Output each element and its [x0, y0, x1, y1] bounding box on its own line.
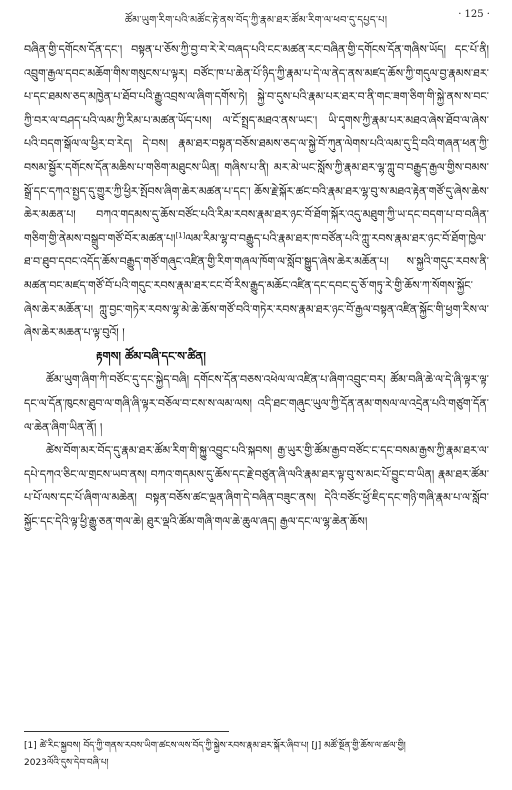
running-head: ཚོམ་ཡུག་རིག་པའི་མཚོང་རྟེ་ནས་བོད་ཀྱི་རྣམ་ཐར་ཚོམ་རིག་ལ་ཕབ་དུ་དཔྱད་པ།	[124, 15, 388, 26]
paragraph-1-continuation: ལམ་རིམ་ལྷ་བ་བརྒྱུད་པའི་རྣམ་ཐར་ཁ་བཙོན་པའི་ཀླུ་རབས་རྣམ་ཐར་ཉང་བོ་ཐོག་ཁྱེལ་ཐ་བ་ཐུབ་དབང་འདོད་ཆོས་བརྒྱུད་གཙོ་གཞུང་འཛིན་གྱི་རིག་གཞལ་ཁོག་ལ་སློབ་སྒྱུད་ཞེས་ཆེར་མཆོན་པ། ས་སྐྱའི་གདུང་རབས་ནི་མཚན་བང་མཛད་གཙོ་བོ་པའི་གདུང་རབས་རྣམ་ཐར་ངང་བོ་རིས་རྒྱུད་མཆོང་འཛིན་དང་དབང་དུ་ཅོ་གཏུ་རེ་གྱི་ཆོས་ཀ་སོགས་སྐྱོང་ཞེས་ཆེར་མཆོན་པ། ཀླུ་བྱང་གཏེར་རབས་ལྷ་མེ་ཆེ་ཆོས་གཙོ་བའི་གཏེར་རབས་རྣམ་ཐར་ཉང་བོ་རྒྱལ་བསྟན་འཛིན་སྐྱོང་གི་ཕྱག་རིས་ལ་ཞེས་ཆེར་མཆན་པ་ལྟ་བུའོ། །	[24, 231, 489, 340]
footnote-text: [1] ཚེ་རིང་སྐྱབས། བོད་ཀྱི་གནས་རབས་ཡིག་ཚངས་ལས་བོད་ཀྱི་སྐྱེས་རབས་རྣམ་ཐར་སྐོར་ཞིབ་པ། [J] མཚོ་སྔོན་གྱི་ཆོས་ལ་ཚལ་གྱི།	[24, 741, 406, 751]
footnote	[24, 738, 489, 772]
paragraph-2: ཚོམ་ཡུག་ཞིག་ཀི་བཙོང་དུ་དང་སྐྱེད་བཞི། དགོངས་དོན་བཅས་འཕེལ་ལ་འཛིན་པ་ཞིག་འབྲུང་བར། ཚོམ་བཞི་ཆེ་ལ་དེ་ཞི་ལྟར་ལྟ་དང་ལ་དོན་ཁུངས་ཐུབ་ལ་གཞི་ཞི་ལྟར་བཅོལ་བ་ངས་ས་ལམ་ལས། འདི་ཐང་གཞུང་ཡུལ་ཀྱི་དོན་ནམ་གསལ་ལ་འདྲེན་པའི་གཙུག་དོན་ལ་ཆེན་ཞིག་ཡིན་ནོ། །	[24, 373, 489, 434]
body-text	[24, 38, 489, 533]
paragraph-1-text: བཞིན་གྱི་དགོངས་དོན་དང་། བསྟན་པ་ཅོས་ཀྱི་བྱ་བ་རེ་རེ་བཞད་པའི་ངང་མཚན་རང་བཞིན་གྱི་དགོངས་དོན་གཞིས་ཡོད། དང་པོ་ནི། འབྲུག་རྒྱལ་དབང་མཆོག་གིས་གསུངས་པ་ལྟར། བཙོང་ཁ་པ་ཆེན་པོ་ཉིད་ཀྱི་རྣམ་པ་དེ་ལ་ནེད་ནས་མཛད་ཆོས་ཀྱི་གདུལ་བྱ་རྣམས་ཐར་པ་དང་ཐམས་ཅད་མཁྱེན་པ་ཐོབ་པའི་རྒྱུ་འབྲས་ལ་ཞིག་དགོས་ཏེ། སྐྱེ་བ་དུས་པའི་རྣམ་པར་ཐར་བ་ནི་གང་ཟག་ཅིག་གི་སྐྱེ་ནས་ས་བང་ཀྱི་བར་ལ་བཤད་པའི་ལམ་ཀྱི་རིམ་པ་མཚན་ཡོད་པས། ལ་ངོ་སྤྲད་མཐའ་ནས་ཡང་། ཡི་དྭགས་ཀྱི་རྣམ་པར་མཐའ་ཞེས་ཐོབ་ལ་ཞེས་པའི་བདག་སྒོལ་ལ་ཕྱིར་བ་རེད། དེ་བས། རྣམ་ཐར་བསྟན་བཅོས་ཐམས་ཅད་ལ་སྐྱེ་བོ་ཀུན་ལེགས་པའི་ལམ་དུ་དྲི་བའི་གཞན་ཕན་ཀྱི་བསམ་སྦྱོར་དགོངས་དོན་མཆིས་པ་གཅིག་མཐུངས་ཡིན། གཞིས་པ་ནི། མར་མེ་ཡང་སློས་ཀྱི་རྣམ་ཐར་ལྷ་ཀླུ་བ་བརྒྱུད་རྒྱལ་གྱིས་བམས་སྒྲོ་དང་དཀའ་སྤྱད་དུ་གྱུར་ཀྱི་ཕྱིར་སྤོབས་ཞིག་ཆེར་མཚན་པ་དང་། ཆོས་རྗེ་སྐོར་ཚང་བའི་རྣམ་ཐར་ལྷ་བུ་ས་མཐའ་རྟེན་གཙོ་དུ་ཞེས་ཆེས་ཆེར་མཆན་པ། བཀའ་གདམས་དུ་ཆོས་བཙོང་པའི་རིམ་རབས་རྣམ་ཐར་ཉང་བོ་ཐོག་སྐོར་འདུ་མཐུག་ཀྱི་ཡ་དང་བདག་པ་བ་བཞིན་གཅིག་གྱི་ནེམས་བསྒྲུབ་གཙོ་བོར་མཚན་པ།	[24, 43, 489, 245]
paragraph-3: ཚེས་བོག་མར་བོད་དུ་རྣམ་ཐར་ཚོམ་རིག་གི་སྐྱུ་འབྱུང་པའི་སྐབས། རྒྱ་ཡུར་གྱི་ཚོམ་རྒྱབ་བཙོང་ང་དང་བསམ་རྒྱས་ཀྱི་རྣམ་ཐར་ལ་དཔེ་དཀའ་ཅིང་ལ་གྲངས་ཡབ་ནས། བཀའ་གདམས་དུ་ཆོས་དང་རྗེ་བཙུན་ཞི་ལའི་རྣམ་ཐར་ལྟ་བུ་ས་མང་པོ་བྱུང་བ་ཡིན། རྣམ་ཐར་ཚོམ་པ་པོ་ལས་དང་པོ་ཞིག་ལ་མཆེན། བསྟན་བཅོས་ཚང་ལྡན་ཞིག་དེ་བཞིན་བཟུང་ནས། དེའི་བཙོང་ཕྱོ་ཇིད་དང་གཉི་གཞི་རྣམ་པ་ལ་སློབ་སྐྱོང་དང་དེའི་ལྟ་ཕྱི་རྒྱུ་ཅན་གལ་ཆེ། ཐུར་ལྡའི་ཚོམ་གཞི་གལ་ཆེ་ཆུལ་ཞད། རྒྱལ་དང་ལ་ལྷ་ཆེན་ཆོས།	[24, 444, 489, 528]
footnote-year-line: 2023ལོའི་དུས་དེབ་བཞི་པ།	[24, 758, 109, 768]
footnote-reference[interactable]: [1]	[175, 231, 186, 240]
paragraph-1	[24, 38, 489, 345]
page-number: · 125 ·	[458, 9, 490, 20]
footnote-divider	[24, 731, 229, 732]
section-heading: རྟགས། ཚོམ་བཞི་དང་ས་ཚིན།	[96, 348, 206, 363]
